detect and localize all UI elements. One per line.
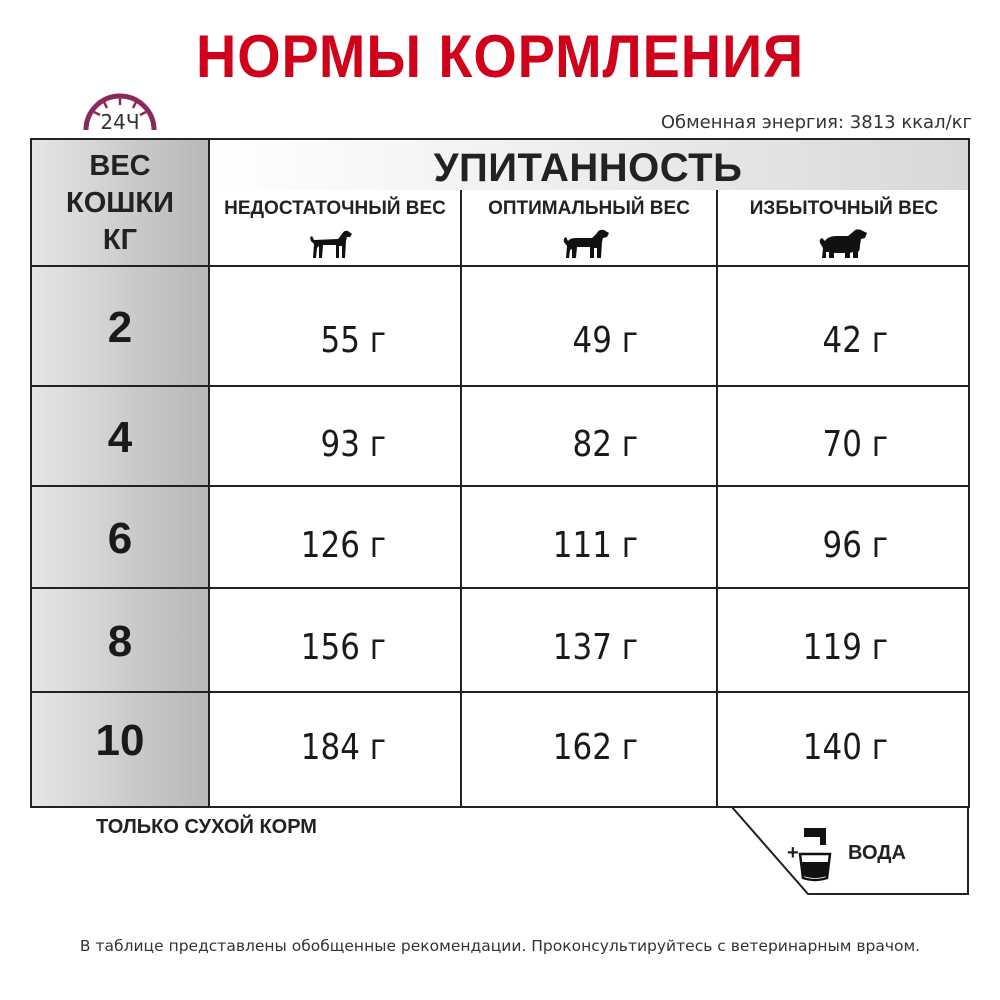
col-header-optimal: ОПТИМАЛЬНЫЙ ВЕС: [488, 198, 690, 219]
weight-cell: 6: [107, 514, 133, 563]
grid-line: [208, 140, 210, 806]
value-cell: 140 г: [802, 727, 888, 768]
weight-header: [32, 148, 208, 259]
value-cell: 137 г: [552, 627, 638, 668]
col-header-overweight: ИЗБЫТОЧНЫЙ ВЕС: [749, 198, 939, 219]
value-cell: 156 г: [300, 627, 386, 668]
group-header: УПИТАННОСТЬ: [433, 146, 743, 190]
footnote: В таблице представлены обобщенные рекомендации. Проконсультируйтесь с ветеринарным врачом.: [79, 937, 921, 955]
col-header-underweight: НЕДОСТАТОЧНЫЙ ВЕС: [224, 198, 446, 219]
grid-line: [32, 385, 968, 387]
grid-line: [32, 587, 968, 589]
water-label: ВОДА: [848, 842, 906, 864]
value-cell: 42 г: [822, 320, 888, 361]
weight-header-line: КОШКИ: [66, 187, 174, 219]
weight-cell: 4: [107, 413, 133, 462]
thin-dog-icon: [308, 228, 356, 262]
weight-cell: 8: [107, 617, 133, 666]
clock-24h: [78, 86, 162, 140]
dry-food-note: ТОЛЬКО СУХОЙ КОРМ: [96, 816, 317, 838]
weight-header-line: ВЕС: [89, 150, 151, 182]
value-cell: 96 г: [822, 525, 888, 566]
page-title: НОРМЫ КОРМЛЕНИЯ: [195, 23, 805, 90]
value-cell: 111 г: [552, 525, 638, 566]
water-plus: +: [787, 842, 799, 864]
value-cell: 49 г: [572, 320, 638, 361]
value-cell: 93 г: [320, 424, 386, 465]
weight-cell: 2: [107, 303, 133, 352]
grid-line: [460, 190, 462, 806]
value-cell: 70 г: [822, 424, 888, 465]
value-cell: 184 г: [300, 727, 386, 768]
grid-line: [32, 265, 968, 267]
clock-label: 24Ч: [100, 110, 140, 134]
energy-info: Обменная энергия: 3813 ккал/кг: [660, 112, 972, 133]
value-cell: 126 г: [300, 525, 386, 566]
value-cell: 82 г: [572, 424, 638, 465]
value-cell: 55 г: [320, 320, 386, 361]
grid-line: [32, 485, 968, 487]
normal-dog-icon: [562, 228, 612, 262]
grid-line: [32, 691, 968, 693]
fat-dog-icon: [818, 228, 870, 262]
weight-header-line: КГ: [102, 224, 138, 256]
value-cell: 162 г: [552, 727, 638, 768]
grid-line: [716, 190, 718, 806]
value-cell: 119 г: [802, 627, 888, 668]
feeding-table: [30, 138, 970, 808]
weight-cell: 10: [95, 716, 145, 765]
